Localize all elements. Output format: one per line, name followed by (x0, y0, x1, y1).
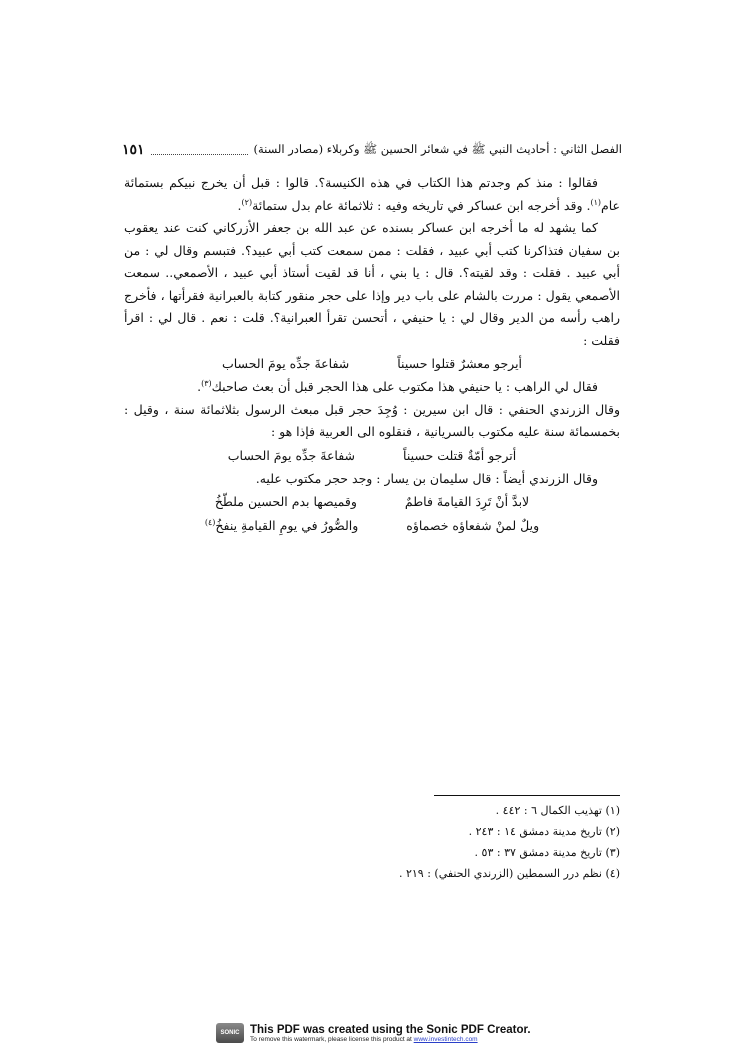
verse-4-left-text: والصُّورُ في يومِ القيامةِ ينفخُ (215, 518, 359, 533)
watermark-subtitle (250, 1036, 531, 1043)
footnote-1: (١) تهذيب الكمال ٦ : ٤٤٢ . (495, 804, 620, 817)
verse-4 (124, 514, 620, 538)
paragraph-2: كما يشهد له ما أخرجه ابن عساكر بسنده عن عبد الله بن جعفر الأزركاني كنت عند يعقوب بن سفيان فتذاكرنا كتب أبي عبيد ، فقلت : ممن سمعت كتب أبي عبيد؟. فتبسم وقال لي : من أبي عبيد . فقلت : وقد لقيته؟. قال : يا بني ، أنا قد لقيت أستاذ أبي عبيد ، الأصمعي.. سمعت الأصمعي يقول : مررت بالشام على باب دير وإذا على حجر منقور كتابة بالعبرانية فقرأتها ، فأخرج راهب رأسه من الدير وقال لي : يا حنيفي ، أتحسن تقرأ العبرانية؟. قلت : نعم . قال لي : اقرأ فقلت : (124, 220, 620, 348)
footnote-ref-3: (٣) (201, 378, 212, 388)
footnote-4: (٤) نظم درر السمطين (الزرندي الحنفي) : ٢١٩ . (398, 867, 620, 880)
footnote-ref-4: (٤) (204, 517, 216, 527)
watermark-title: This PDF was created using the Sonic PDF Creator. (250, 1023, 531, 1036)
sonic-pdf-logo-icon: SONIC PDF (216, 1023, 244, 1043)
footnote-ref-1: (١) (590, 197, 601, 207)
paragraph-1-text-b: . وقد أخرجه ابن عساكر في تاريخه وفيه : ثلاثمائة عام بدل ستمائة (252, 197, 591, 213)
verse-1 (124, 352, 620, 376)
paragraph-3-text: فقال لي الراهب : يا حنيفي هذا مكتوب على هذا الحجر قبل أن بعث صاحبك (211, 379, 598, 394)
verse-2-left: شفاعةَ جدِّه يومَ الحساب (227, 447, 356, 463)
paragraph-3 (124, 376, 620, 399)
paragraph-5: وقال الزرندي أيضاً : قال سليمان بن يسار : وجد حجر مكتوب عليه. (255, 470, 598, 486)
watermark-link[interactable]: www.investintech.com (413, 1035, 478, 1043)
header-leader-dots (151, 146, 248, 155)
footnote-ref-2: (٢) (241, 197, 253, 207)
verse-2 (124, 444, 620, 468)
verse-3-left: وقميصها بدم الحسين ملطّخُ (214, 494, 357, 509)
paragraph-3-end: . (197, 379, 202, 394)
verse-1-right: أيرجو معشرٌ قتلوا حسيناً (397, 356, 523, 371)
verse-4-left (205, 514, 358, 538)
footnote-3: (٣) تاريخ مدينة دمشق ٣٧ : ٥٣ . (474, 846, 620, 859)
verse-4-right: ويلٌ لمنْ شفعاؤه خصماؤه (406, 518, 540, 533)
paragraph-1-text: فقالوا : منذ كم وجدتم هذا الكتاب في هذه الكنيسة؟. قالوا : قبل أن يخرج نبيكم بستمائة عام (124, 175, 620, 213)
verse-1-left: شفاعةَ جدِّه يومَ الحساب (221, 356, 350, 371)
paragraph-1-end: . (237, 197, 242, 213)
verse-3 (124, 490, 620, 514)
verse-2-right: أترجو أمّةٌ قتلت حسيناً (403, 447, 517, 463)
chapter-title: الفصل الثاني : أحاديث النبي ﷺ في شعائر الحسين ﷺ وكربلاء (مصادر السنة) (253, 141, 622, 156)
paragraph-1 (124, 172, 620, 217)
watermark-banner (216, 1018, 556, 1056)
running-header (122, 138, 622, 162)
watermark-subtitle-text: To remove this watermark, please license this product at (250, 1035, 414, 1043)
footnote-2: (٢) تاريخ مدينة دمشق ١٤ : ٢٤٣ . (468, 825, 620, 838)
page-number: ١٥١ (122, 142, 145, 158)
verse-3-right: لابدَّ أنْ تَرِدَ القيامةَ فاطمٌ (404, 494, 530, 509)
footnotes (300, 800, 620, 884)
paragraph-4: وقال الزرندي الحنفي : قال ابن سيرين : وُجِدَ حجر قبل مبعث الرسول بثلاثمائة سنة ، وقيل : بخمسمائة سنة عليه مكتوب بالسريانية ، فنقلوه الى العربية فإذا هو : (124, 401, 620, 439)
footnote-separator (434, 795, 620, 796)
main-text (124, 172, 620, 538)
